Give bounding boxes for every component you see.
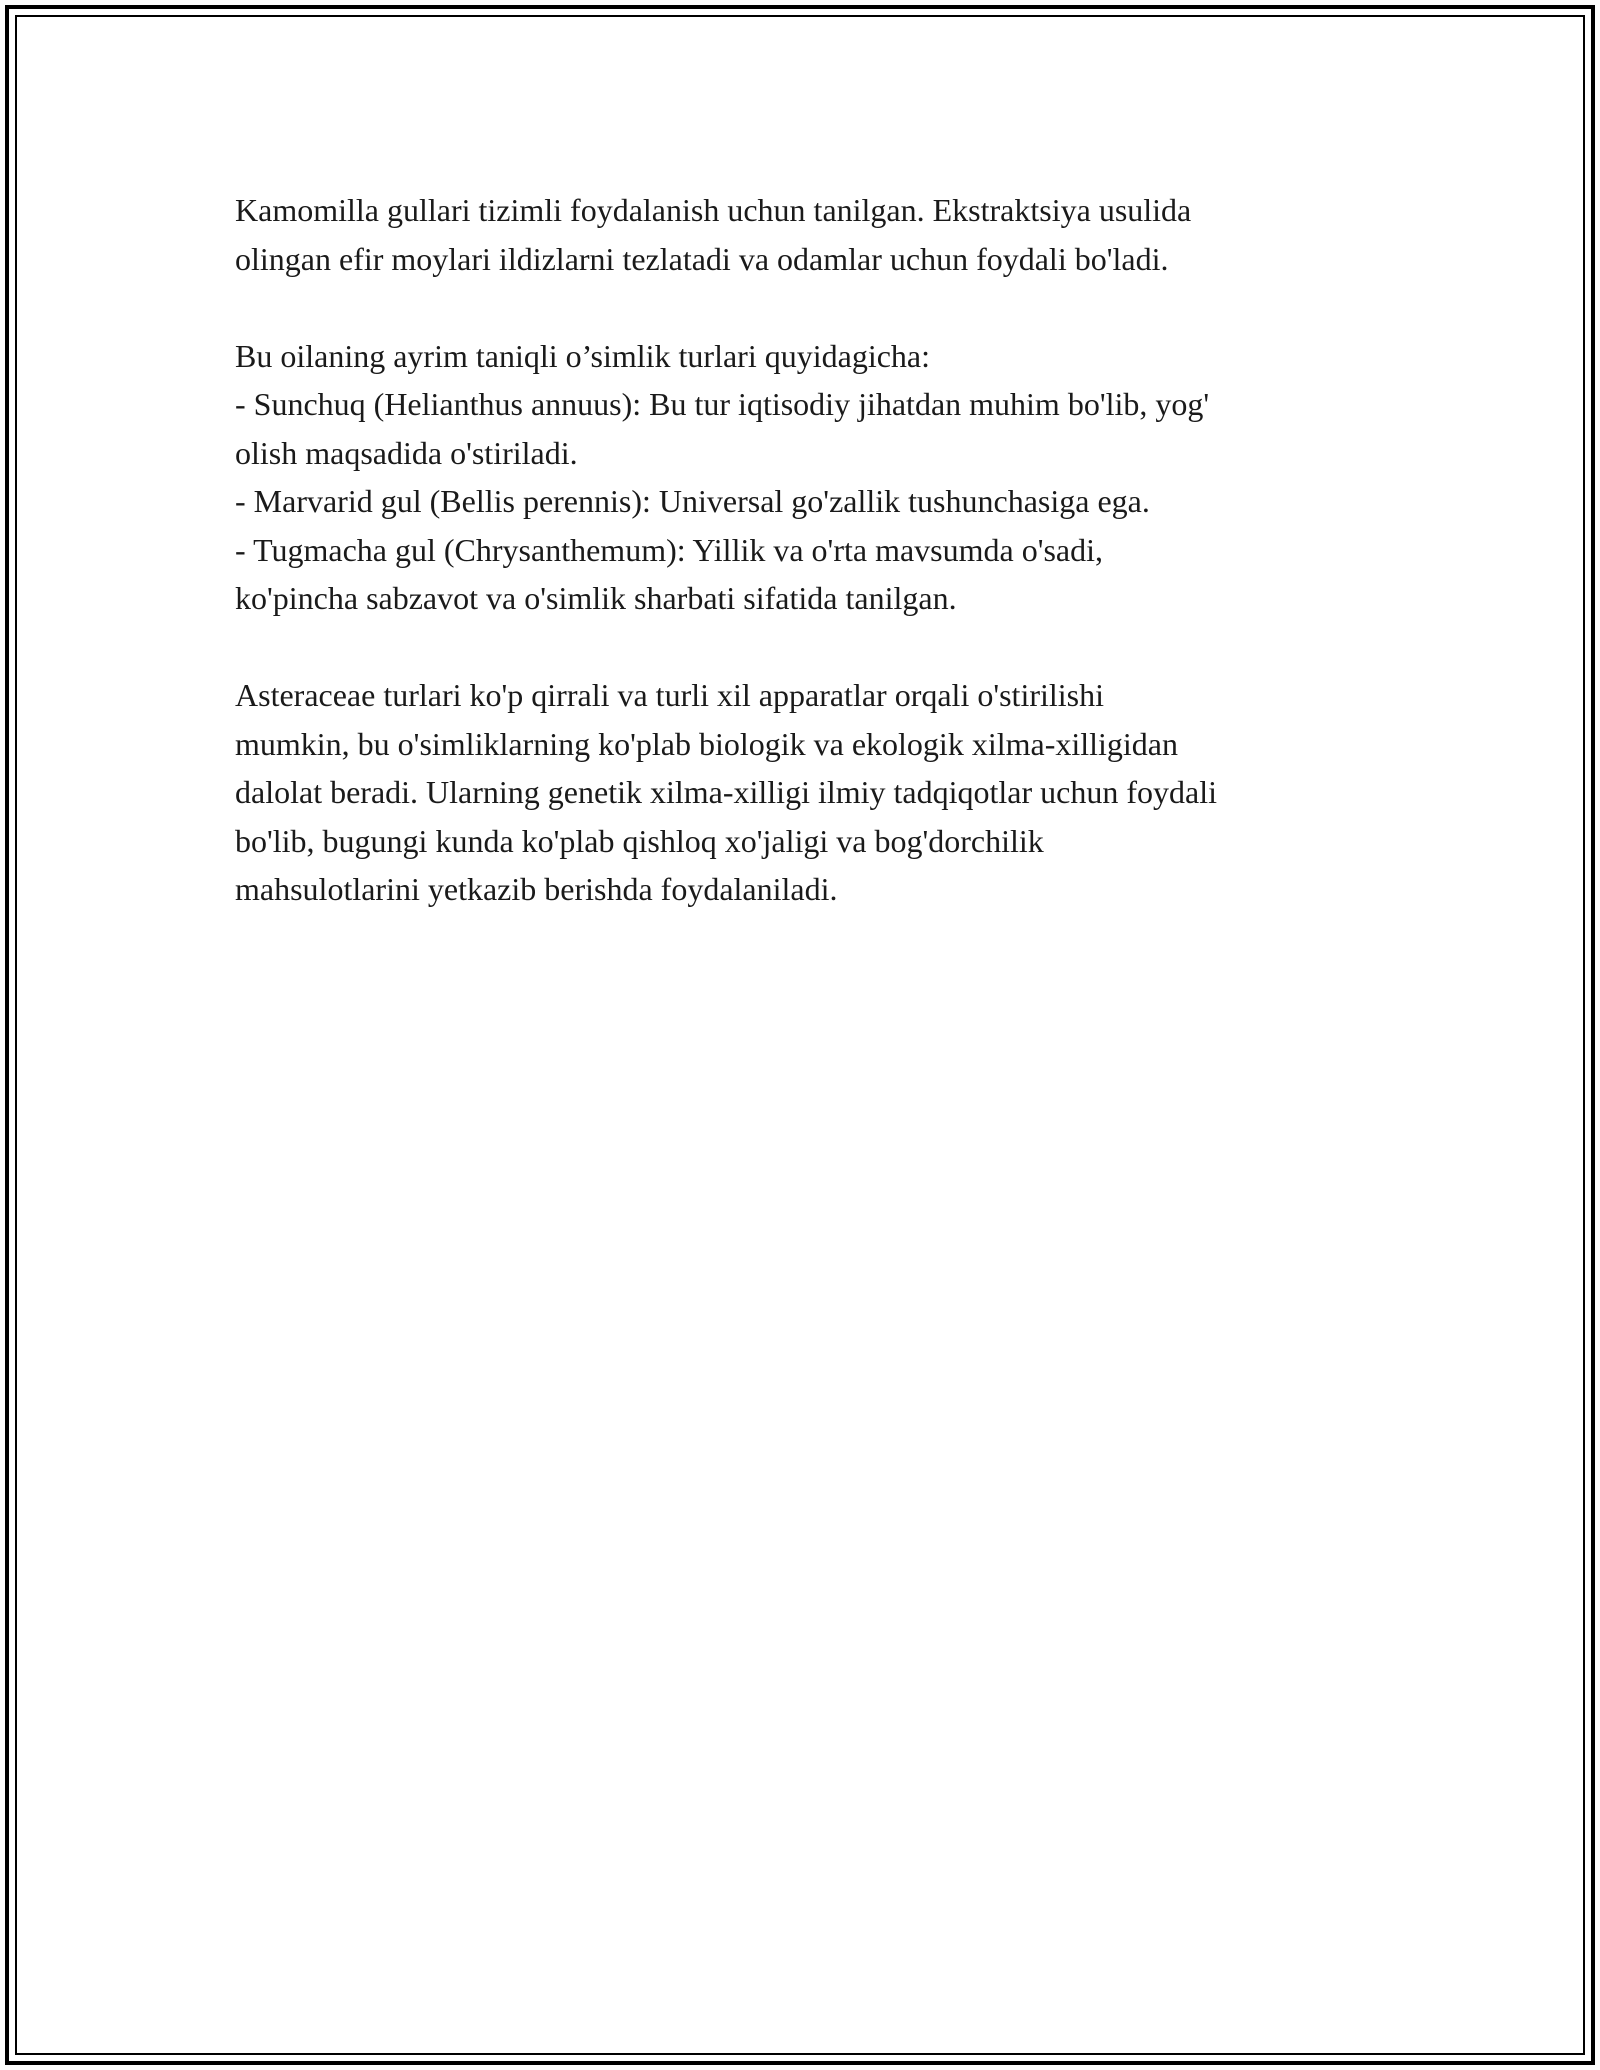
text-line: mahsulotlarini yetkazib berishda foydalaniladi. [235,871,838,907]
paragraph-chamomile [235,186,1395,283]
paragraph-species-list [235,332,1395,623]
text-line: bo'lib, bugungi kunda ko'plab qishloq xo'jaligi va bog'dorchilik [235,822,1044,859]
text-line: olish maqsadida o'stiriladi. [235,434,578,471]
list-item [235,380,1395,477]
document-body [235,186,1395,914]
text-line: olingan efir moylari ildizlarni tezlatadi va odamlar uchun foydali bo'ladi. [235,240,1169,277]
paragraph-gap [235,283,1395,332]
text-line: mumkin, bu o'simliklarning ko'plab biologik va ekologik xilma-xilligidan [235,725,1178,762]
text-line: - Sunchuq (Helianthus annuus): Bu tur iqtisodiy jihatdan muhim bo'lib, yog' [235,386,1210,422]
text-line: dalolat beradi. Ularning genetik xilma-xilligi ilmiy tadqiqotlar uchun foydali [235,774,1217,810]
text-line: - Tugmacha gul (Chrysanthemum): Yillik va o'rta mavsumda o'sadi, [235,531,1104,568]
text-line: ko'pincha sabzavot va o'simlik sharbati sifatida tanilgan. [235,580,957,616]
text-line: Asteraceae turlari ko'p qirrali va turli xil apparatlar orqali o'stirilishi [235,677,1104,713]
list-item [235,526,1395,623]
text-line: Kamomilla gullari tizimli foydalanish uchun tanilgan. Ekstraktsiya usulida [235,192,1192,228]
list-intro: Bu oilaning ayrim taniqli o’simlik turlari quyidagicha: [235,337,930,374]
paragraph-gap [235,623,1395,672]
paragraph-asteraceae [235,671,1395,914]
text-line: - Marvarid gul (Bellis perennis): Universal go'zallik tushunchasiga ega. [235,483,1150,519]
list-item [235,477,1395,526]
